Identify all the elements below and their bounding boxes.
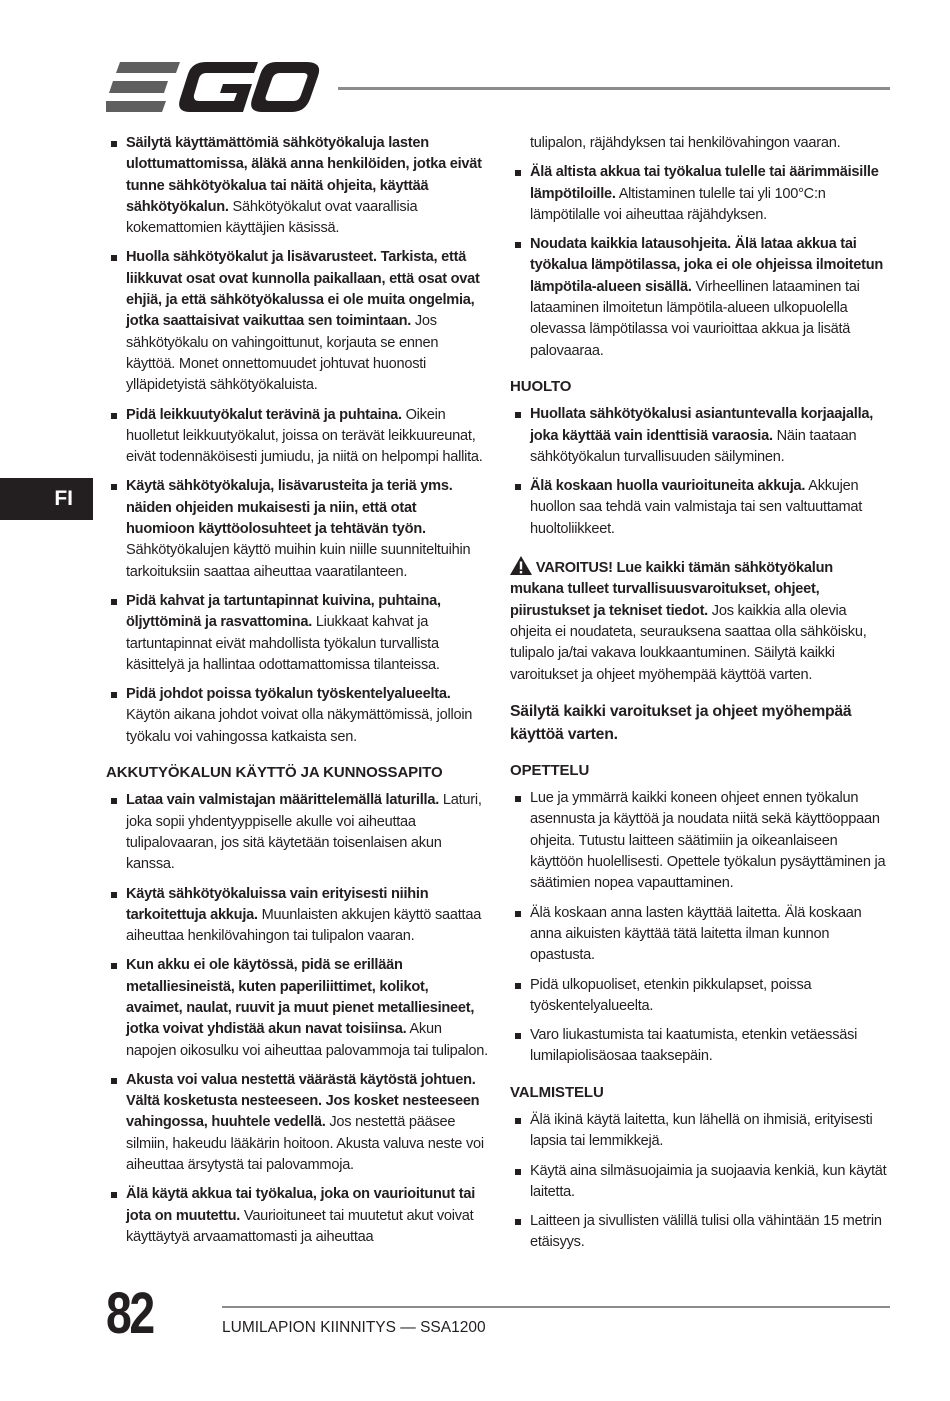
language-tab: FI — [0, 478, 93, 520]
bullet-square-icon — [515, 911, 521, 917]
bullet-square-icon — [515, 1169, 521, 1175]
item-text: Käytä aina silmäsuojaimia ja suojaavia kenkiä, kun käytät laitetta. — [530, 1162, 887, 1200]
bullet-square-icon — [111, 1192, 117, 1198]
item-bold-text: Lataa vain valmistajan määrittelemällä laturilla. — [126, 792, 440, 809]
list-item — [106, 247, 488, 396]
item-bold-text: Älä käytä akkua tai työkalua, joka on vaurioitunut tai jota on muutettu. — [126, 1186, 476, 1224]
list-item — [106, 884, 488, 948]
warning-bold-text: Lue kaikki tämän sähkötyökalun mukana tulleet turvallisuusvaroitukset, ohjeet, piirustukset ja tekniset tiedot. — [510, 560, 833, 619]
item-bold-text: Kun akku ei ole käytössä, pidä se erillään metalliesineistä, kuten paperiliittimet, kolikot, avaimet, naulat, ruuvit ja muut pienet metalliesineet, jotka voivat yhdistää akun navat toisiinsa. — [126, 957, 475, 1038]
bullet-square-icon — [111, 963, 117, 969]
list-item — [106, 790, 488, 875]
bullet-square-icon — [111, 798, 117, 804]
item-text: Pidä ulkopuoliset, etenkin pikkulapset, poissa työskentelyalueelta. — [530, 976, 812, 1014]
item-text: Älä ikinä käytä laitetta, kun lähellä on ihmisiä, erityisesti lapsia tai lemmikkejä. — [530, 1111, 873, 1150]
list-item — [510, 975, 890, 1018]
left-column — [106, 133, 488, 1256]
section-heading-battery: AKKUTYÖKALUN KÄYTTÖ JA KUNNOSSAPITO — [106, 764, 443, 782]
page-number: 82 — [106, 1281, 153, 1346]
item-text: Vaurioituneet tai muutetut akut voivat käyttäytyä arvaamattomasti ja aiheuttaa — [126, 1207, 474, 1245]
item-text: Oikein huolletut leikkuutyökalut, joissa on terävät leikkuureunat, eivät todennäköisesti jumiudu, ja niitä on helpompi hallita. — [126, 406, 483, 466]
list-item — [510, 1110, 890, 1153]
warning-text: Jos kaikkia alla olevia ohjeita ei noudateta, seurauksena saattaa olla sähköisku, tulipalo ja/tai vakava loukkaantuminen. Säilytä kaikki varoitukset ja ohjeet myöhempää käyttöä varten. — [510, 602, 867, 683]
list-item — [510, 234, 890, 362]
list-item — [510, 1161, 890, 1204]
item-bold-text: Käytä sähkötyökaluja, lisävarusteita ja teriä yms. näiden ohjeiden mukaisesti ja niin, että otat huomioon käyttöolosuhteet ja tehtävän työn. — [126, 478, 453, 538]
warning-label: VAROITUS! — [535, 560, 613, 577]
item-text: Virheellinen lataaminen tai lataaminen ilmoitetun lämpötila-alueen ulkopuolella olevassa lämpötilassa voi vaurioittaa akkua ja lisätä palovaaraa. — [530, 278, 860, 359]
bullet-square-icon — [111, 413, 117, 419]
list-item — [106, 955, 488, 1061]
bullet-square-icon — [515, 412, 521, 418]
item-bold-text: Huolla sähkötyökalut ja lisävarusteet. Tarkista, että liikkuvat osat ovat kunnolla paikallaan, että osat ovat ehjiä, ja että sähkötyökalussa ei ole muita ongelmia, jotka saattaisivat vaikuttaa sen toimintaan. — [126, 249, 480, 330]
item-bold-text: Pidä johdot poissa työkalun työskentelyalueelta. — [126, 686, 451, 703]
item-text: Sähkötyökalujen käyttö muihin kuin niille suunniteltuihin tarkoituksiin saattaa aiheuttaa vaaratilanteen. — [126, 542, 471, 580]
bullet-square-icon — [111, 892, 117, 898]
bullet-square-icon — [111, 484, 117, 490]
section-heading-valmistelu: VALMISTELU — [510, 1083, 604, 1101]
section-heading-huolto: HUOLTO — [510, 377, 572, 395]
bullet-square-icon — [515, 796, 521, 802]
list-item — [510, 476, 890, 540]
list-item — [510, 788, 890, 894]
bullet-square-icon — [111, 692, 117, 698]
bullet-square-icon — [111, 255, 117, 261]
item-text: Näin taataan sähkötyökalun turvallisuuden säilyminen. — [530, 427, 857, 465]
footer-rule — [222, 1306, 890, 1308]
list-item — [106, 591, 488, 676]
item-bold-text: Akusta voi valua nestettä väärästä käytöstä johtuen. Vältä kosketusta nesteeseen. Jos kosket nesteeseen vahingossa, huuhtele vedellä. — [126, 1071, 480, 1131]
item-text: Muunlaisten akkujen käyttö saattaa aiheuttaa henkilövahingon tai tulipalon vaaran. — [126, 906, 482, 945]
section-heading-opettelu: OPETTELU — [510, 761, 590, 779]
item-text: Älä koskaan anna lasten käyttää laitetta. Älä koskaan anna aikuisten käyttää tätä laitetta ilman kunnon opastusta. — [530, 904, 862, 964]
item-text: Altistaminen tulelle tai yli 100°C:n lämpötilalle voi aiheuttaa räjähdyksen. — [530, 185, 826, 223]
right-column — [510, 133, 890, 1262]
bullet-square-icon — [111, 141, 117, 147]
item-bold-text: Älä altista akkua tai työkalua tulelle tai äärimmäisille lämpötiloille. — [530, 164, 879, 202]
continued-text: tulipalon, räjähdyksen tai henkilövahingon vaaran. — [530, 135, 841, 151]
bullet-square-icon — [515, 484, 521, 490]
item-text: Jos nestettä pääsee silmiin, hakeudu lääkärin hoitoon. Akusta valuva neste voi aiheuttaa ärsytystä tai palovammoja. — [126, 1114, 484, 1174]
bullet-square-icon — [515, 1118, 521, 1124]
item-bold-text: Pidä kahvat ja tartuntapinnat kuivina, puhtaina, öljyttöminä ja rasvattomina. — [126, 592, 441, 631]
list-item — [510, 404, 890, 468]
list-item — [106, 133, 488, 239]
item-text: Laturi, joka sopii yhdentyyppiselle akulle voi aiheuttaa tulipalovaaran, jos sitä käytetään toisenlaisen akun kanssa. — [126, 792, 482, 873]
bullet-square-icon — [515, 983, 521, 989]
list-item — [106, 476, 488, 582]
warning-triangle-icon — [510, 556, 532, 575]
bullet-square-icon — [111, 1078, 117, 1084]
ego-logo — [106, 62, 320, 112]
list-item — [510, 1211, 890, 1254]
list-item — [510, 1025, 890, 1068]
warning-block — [510, 556, 890, 686]
item-text: Akun napojen oikosulku voi aiheuttaa palovammoja tai tulipalon. — [126, 1021, 488, 1059]
list-item — [510, 162, 890, 226]
item-bold-text: Käytä sähkötyökaluissa vain erityisesti niihin tarkoitettuja akkuja. — [126, 885, 429, 923]
item-text: Liukkaat kahvat ja tartuntapinnat eivät mahdollista työkalun turvallista käsittelyä ja hallintaa odottamattomissa tilanteissa. — [126, 614, 440, 673]
bullet-square-icon — [111, 599, 117, 605]
item-text: Sähkötyökalut ovat vaarallisia kokemattomien käyttäjien käsissä. — [126, 198, 418, 237]
bullet-square-icon — [515, 170, 521, 176]
item-bold-text: Älä koskaan huolla vaurioituneita akkuja. — [530, 478, 806, 495]
footer-title: LUMILAPION KIINNITYS — SSA1200 — [222, 1319, 486, 1336]
item-bold-text: Huollata sähkötyökalusi asiantuntevalla korjaajalla, joka käyttää vain identtisiä varaosia. — [530, 406, 874, 444]
list-item — [106, 684, 488, 748]
bullet-square-icon — [515, 1033, 521, 1039]
keep-instructions-notice: Säilytä kaikki varoitukset ja ohjeet myöhempää käyttöä varten. — [510, 702, 852, 743]
item-text: Akkujen huollon saa tehdä vain valmistaja tai sen valtuuttamat huoltoliikkeet. — [530, 478, 863, 537]
item-text: Käytön aikana johdot voivat olla näkymättömissä, jolloin työkalu voi vahingossa katkaista sen. — [126, 707, 473, 745]
item-text: Lue ja ymmärrä kaikki koneen ohjeet ennen työkalun asennusta ja käyttöä ja noudata niitä sekä käyttöoppaan ohjeita. Tutustu laitteen säätimiin ja oikeanlaiseen käyttöön huolellisesti. Opettele työkalun pysäyttäminen ja säätimien nopea vapauttaminen. — [530, 790, 886, 892]
list-item — [106, 1184, 488, 1248]
list-item — [106, 405, 488, 469]
bullet-square-icon — [515, 242, 521, 248]
item-bold-text: Säilytä käyttämättömiä sähkötyökaluja lasten ulottumattomissa, äläkä anna henkilöiden, jotka eivät tunne sähkötyökalua tai näitä ohjeita, käyttää sähkötyökalun. — [126, 135, 482, 215]
item-text: Laitteen ja sivullisten välillä tulisi olla vähintään 15 metrin etäisyys. — [530, 1213, 882, 1251]
list-item — [510, 903, 890, 967]
bullet-square-icon — [515, 1219, 521, 1225]
list-item — [106, 1070, 488, 1176]
item-text: Jos sähkötyökalu on vahingoittunut, korjauta se ennen käyttöä. Monet onnettomuudet johtuvat huonosti ylläpidetyistä sähkötyökaluista. — [126, 313, 439, 394]
item-bold-text: Pidä leikkuutyökalut terävinä ja puhtaina. — [126, 406, 402, 423]
item-text: Varo liukastumista tai kaatumista, etenkin vetäessäsi lumilapiolisäosaa taaksepäin. — [530, 1027, 858, 1065]
item-bold-text: Noudata kaikkia latausohjeita. Älä lataa akkua tai työkalua lämpötilassa, joka ei ole ohjeissa ilmoitetun lämpötila-alueen sisällä. — [530, 236, 884, 295]
header-rule — [338, 87, 890, 90]
